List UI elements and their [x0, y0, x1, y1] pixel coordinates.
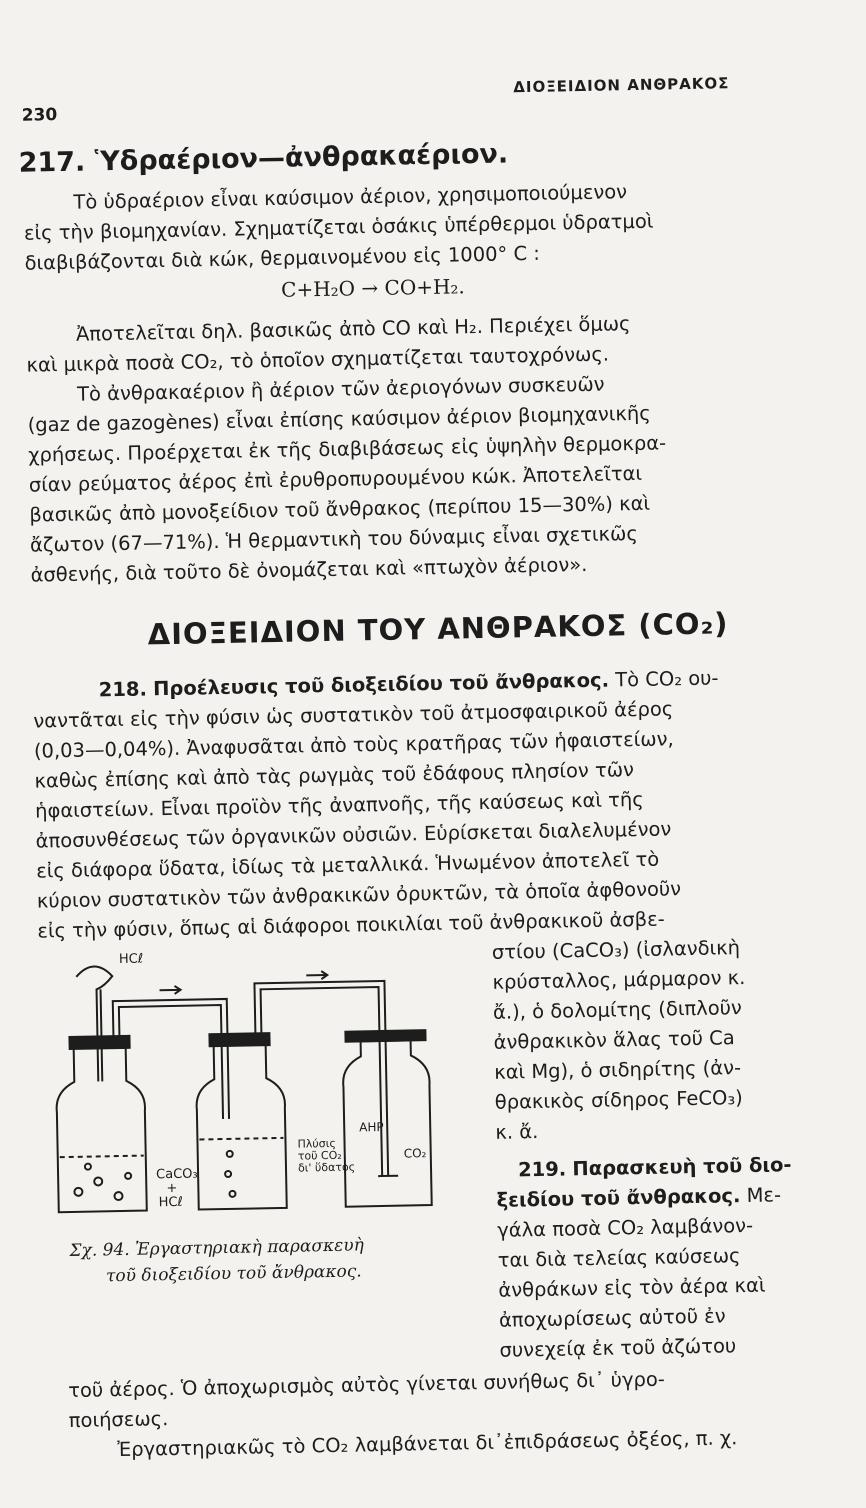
delivery-tube-1-inner — [119, 1005, 223, 1121]
section-219-title-line1 — [518, 1153, 792, 1182]
text-line: κ. ἄ. — [495, 1120, 538, 1144]
section-217-title: 217. Ὑδραέριον—ἀνθρακαέριον. — [18, 138, 508, 178]
text-line: (0,03—0,04%). Ἀναφυσᾶται ἀπὸ τοὺς κρατῆρας τῶν ἡφαιστείων, — [34, 727, 674, 763]
section-219-number: 219. — [518, 1157, 567, 1181]
delivery-tube-1 — [113, 999, 229, 1121]
text-line: Ἐργαστηριακῶς τὸ CO₂ λαμβάνεται δι᾽ἐπιδράσεως ὀξέος, π. χ. — [117, 1426, 737, 1461]
hcl-label: HCℓ — [119, 952, 144, 967]
wash-label-3: δι' ὕδατος — [298, 1161, 355, 1175]
wash-bottle — [195, 1043, 287, 1210]
bubble — [229, 1191, 235, 1197]
text-line: χρήσεως. Προέρχεται ἐκ τῆς διαβιβάσεως εἰς ὑψηλὴν θερμοκρα- — [28, 431, 666, 467]
text-line: ἀνθράκων εἰς τὸν ἀέρα καὶ — [498, 1274, 766, 1303]
text-line: εἰς διάφορα ὕδατα, ἰδίως τὰ μεταλλικά. Ἡνωμένον ἀποτελεῖ τὸ — [36, 848, 659, 883]
text-line: Ἀποτελεῖται δηλ. βασικῶς ἀπὸ CO καὶ H₂. Περιέχει ὅμως — [76, 312, 631, 346]
running-header: ΔΙΟΞΕΙΔΙΟΝ ΑΝΘΡΑΚΟΣ — [513, 74, 729, 96]
wash-stopper — [209, 1033, 269, 1046]
text-fragment: Τὸ CO₂ ου- — [615, 666, 719, 691]
text-line: Τὸ ἀνθρακαέριον ἢ ἀέριον τῶν ἀεριογόνων συσκευῶν — [77, 373, 605, 407]
wash-label-2: τοῦ CO₂ — [298, 1149, 342, 1163]
text-line: εἰς τὴν βιομηχανίαν. Σχηματίζεται ὁσάκις ὑπέρθερμοι ὑδρατμοὶ — [24, 210, 654, 245]
section-218-first-line — [99, 666, 719, 701]
text-line: βασικῶς ἀπὸ μονοξείδιον τοῦ ἄνθρακος (περίπου 15—30%) καὶ — [29, 492, 650, 527]
text-line: γάλα ποσὰ CO₂ λαμβάνον- — [497, 1214, 753, 1242]
water-level — [199, 1138, 283, 1140]
co2-label: CO₂ — [404, 1146, 427, 1160]
caption-line-2: τοῦ διοξειδίου τοῦ ἄνθρακος. — [70, 1259, 365, 1290]
bubble — [74, 1188, 82, 1196]
text-line: κύριον συστατικὸν τῶν ἀνθρακικῶν ὀρυκτῶν, τὰ ὁποῖα ἀφθονοῦν — [37, 877, 682, 913]
jar-cover — [345, 1030, 425, 1042]
section-218-title: Προέλευσις τοῦ διοξειδίου τοῦ ἄνθρακος. — [153, 669, 609, 701]
apparatus-figure — [44, 934, 489, 1227]
bubble — [114, 1192, 122, 1200]
text-line: σίαν ρεύματος ἀέρος ἐπὶ ἐρυθροπυρουμένου κώκ. Ἀποτελεῖται — [29, 462, 643, 497]
chapter-heading: ΔΙΟΞΕΙΔΙΟΝ ΤΟΥ ΑΝΘΡΑΚΟΣ (CO₂) — [147, 606, 728, 651]
text-line: στίου (CaCO₃) (ἰσλανδικὴ — [492, 936, 741, 964]
apparatus-drawing — [54, 960, 432, 1212]
text-line: καθὼς ἐπίσης καὶ ἀπὸ τὰς ρωγμὰς τοῦ ἐδάφους πλησίον τῶν — [34, 758, 634, 793]
text-line: ἄ.), ὁ δολομίτης (διπλοῦν — [493, 996, 742, 1024]
caco3-label: CaCO₃ — [156, 1167, 198, 1183]
text-line: ἀποσυνθέσεως τῶν ὀργανικῶν οὐσιῶν. Εὑρίσκεται διαλελυμένον — [35, 817, 671, 853]
section-219-title-part1: Παρασκευὴ τοῦ διο- — [572, 1153, 791, 1180]
text-line: ἀποχωρίσεως αὐτοῦ ἐν — [499, 1304, 726, 1332]
wash-label-1: Πλύσις — [297, 1137, 336, 1151]
plus-label: + — [166, 1181, 177, 1196]
text-line: καὶ μικρὰ ποσὰ CO₂, τὸ ὁποῖον σχηματίζεται ταυτοχρόνως. — [26, 342, 609, 377]
bubble — [225, 1171, 231, 1177]
text-line: τοῦ ἀέρος. Ὁ ἀποχωρισμὸς αὐτὸς γίνεται συνήθως δι᾽ ὑγρο- — [68, 1368, 665, 1403]
flask-stopper — [69, 1036, 129, 1049]
text-line: διαβιβάζονται διὰ κώκ, θερμαινομένου εἰς 1000° C : — [24, 242, 540, 275]
bubble — [125, 1173, 131, 1179]
text-line: ἡφαιστείων. Εἶναι προϊὸν τῆς ἀναπνοῆς, τῆς καύσεως καὶ τῆς — [35, 788, 644, 823]
text-line: ποιήσεως. — [69, 1407, 169, 1432]
text-fragment: Με- — [746, 1183, 781, 1207]
page-number: 230 — [22, 105, 58, 126]
hcl-label-2: HCℓ — [158, 1195, 183, 1210]
text-line: συνεχείᾳ ἐκ τοῦ ἀζώτου — [499, 1334, 736, 1362]
thistle-funnel — [76, 966, 114, 1082]
text-line: (gaz de gazogènes) εἶναι ἐπίσης καύσιμον ἀέριον βιομηχανικῆς — [27, 402, 650, 437]
bubble — [85, 1164, 91, 1170]
section-219-title-part2: ξειδίου τοῦ ἄνθρακος. — [496, 1184, 740, 1212]
text-line: ἀνθρακικὸν ἅλας τοῦ Ca — [493, 1026, 735, 1054]
acid-level — [60, 1156, 144, 1158]
figure-caption — [69, 1233, 364, 1290]
text-line: ται διὰ τελείας καύσεως — [498, 1244, 741, 1272]
caption-line-1: Σχ. 94. Ἐργαστηριακὴ παρασκευὴ — [69, 1235, 364, 1261]
text-line: ἄζωτον (67—71%). Ἡ θερμαντικὴ του δύναμις εἶναι σχετικῶς — [30, 522, 638, 557]
text-line: καὶ Mg), ὁ σιδηρίτης (ἀν- — [494, 1056, 741, 1084]
air-label: ΑΗΡ — [359, 1120, 384, 1134]
bubble — [94, 1177, 102, 1185]
text-line: εἰς τὴν φύσιν, ὅπως αἱ διάφοροι ποικιλίαι τοῦ ἀνθρακικοῦ ἀσβε- — [37, 908, 665, 943]
bubble — [227, 1151, 233, 1157]
text-line: Τὸ ὑδραέριον εἶναι καύσιμον ἀέριον, χρησιμοποιούμενον — [73, 180, 627, 214]
text-line: ναντᾶται εἰς τὴν φύσιν ὡς συστατικὸν τοῦ ἀτμοσφαιρικοῦ ἀέρος — [33, 697, 673, 733]
chemical-formula: C+H₂O → CO+H₂. — [281, 274, 465, 302]
text-line: θρακικὸς σίδηρος FeCO₃) — [495, 1086, 743, 1114]
text-line: ἀσθενής, διὰ τοῦτο δὲ ὀνομάζεται καὶ «πτωχὸν ἀέριον». — [30, 553, 587, 587]
section-218-number: 218. — [99, 677, 148, 701]
text-line: κρύσταλλος, μάρμαρον κ. — [492, 966, 745, 994]
section-219-title-line2 — [496, 1183, 781, 1212]
